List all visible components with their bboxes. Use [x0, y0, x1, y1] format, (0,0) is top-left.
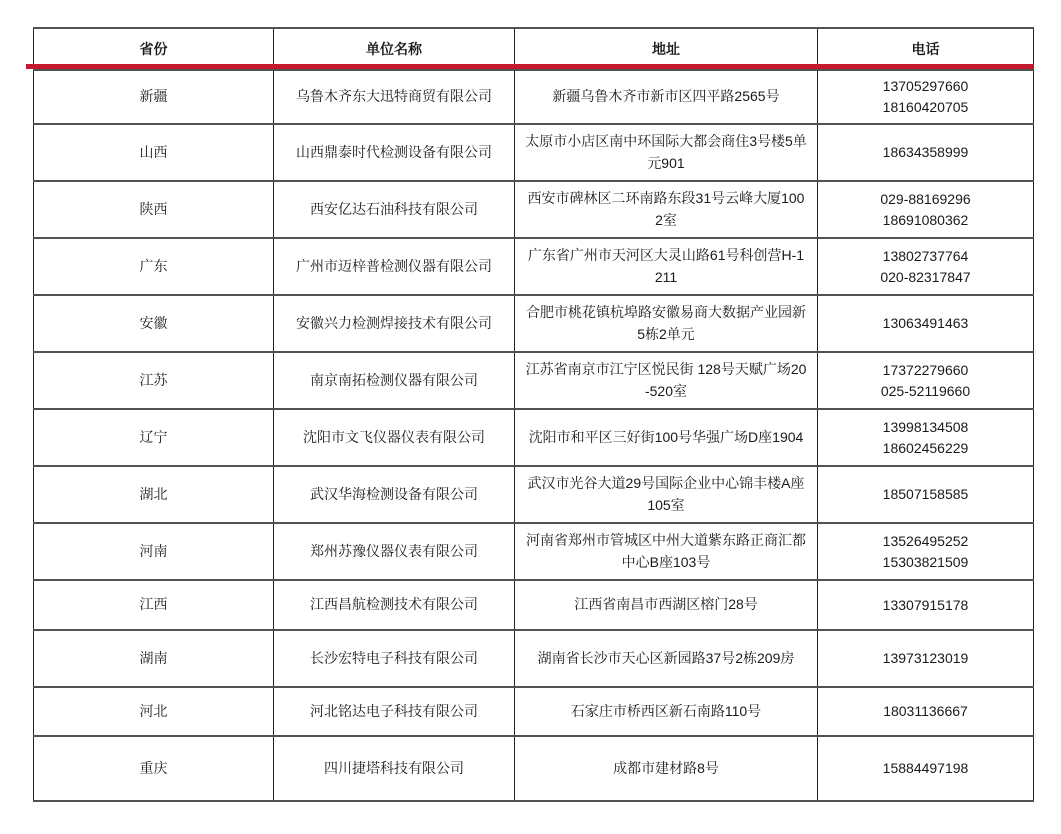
phone-cell	[818, 409, 1034, 466]
phone-number: 13998134508	[882, 418, 969, 435]
address-cell: 西安市碑林区二环南路东段31号云峰大厦1002室	[515, 181, 818, 238]
phone-cell	[818, 630, 1034, 687]
address-cell: 合肥市桃花镇杭埠路安徽易商大数据产业园新5栋2单元	[515, 295, 818, 352]
phone-cell	[818, 181, 1034, 238]
phone-number: 025-52119660	[880, 382, 971, 399]
address-cell: 河南省郑州市管城区中州大道紫东路正商汇都中心B座103号	[515, 523, 818, 580]
company-cell: 南京南拓检测仪器有限公司	[274, 352, 515, 409]
company-cell: 郑州苏豫仪器仪表有限公司	[274, 523, 515, 580]
phone-number: 13802737764	[882, 247, 969, 264]
table-row	[34, 409, 1034, 466]
phone-cell	[818, 295, 1034, 352]
province-cell: 江西	[34, 580, 274, 630]
table-row	[34, 181, 1034, 238]
address-cell: 成都市建材路8号	[515, 736, 818, 801]
phone-cell	[818, 523, 1034, 580]
table-row	[34, 466, 1034, 523]
province-cell: 安徽	[34, 295, 274, 352]
table-row	[34, 523, 1034, 580]
company-cell: 长沙宏特电子科技有限公司	[274, 630, 515, 687]
province-cell: 山西	[34, 124, 274, 181]
table-row	[34, 736, 1034, 801]
province-cell: 河南	[34, 523, 274, 580]
header-phone: 电话	[818, 28, 1034, 70]
table-row	[34, 630, 1034, 687]
province-cell: 新疆	[34, 70, 274, 124]
phone-number: 029-88169296	[880, 190, 971, 207]
province-cell: 辽宁	[34, 409, 274, 466]
phone-cell	[818, 70, 1034, 124]
phone-number: 15884497198	[882, 760, 969, 776]
phone-number: 13526495252	[882, 532, 969, 549]
table-row	[34, 295, 1034, 352]
phone-number: 13063491463	[882, 315, 969, 331]
phone-number: 13705297660	[882, 78, 969, 94]
phone-cell	[818, 124, 1034, 181]
phone-cell	[818, 687, 1034, 736]
table-row	[34, 580, 1034, 630]
phone-cell	[818, 736, 1034, 801]
table-row	[34, 124, 1034, 181]
phone-number: 13973123019	[882, 650, 969, 666]
phone-number: 18507158585	[882, 486, 969, 502]
phone-cell	[818, 352, 1034, 409]
phone-number: 15303821509	[882, 553, 969, 570]
header-red-rule	[26, 64, 1034, 69]
phone-number: 18634358999	[882, 144, 969, 160]
company-cell: 四川捷塔科技有限公司	[274, 736, 515, 801]
company-cell: 武汉华海检测设备有限公司	[274, 466, 515, 523]
province-cell: 广东	[34, 238, 274, 295]
address-cell: 湖南省长沙市天心区新园路37号2栋209房	[515, 630, 818, 687]
phone-cell	[818, 580, 1034, 630]
province-cell: 河北	[34, 687, 274, 736]
address-cell: 石家庄市桥西区新石南路110号	[515, 687, 818, 736]
province-cell: 重庆	[34, 736, 274, 801]
company-cell: 山西鼎泰时代检测设备有限公司	[274, 124, 515, 181]
province-cell: 江苏	[34, 352, 274, 409]
contacts-table	[33, 27, 1033, 802]
phone-number: 18602456229	[882, 439, 969, 456]
table-row	[34, 238, 1034, 295]
table-row	[34, 352, 1034, 409]
header-company: 单位名称	[274, 28, 515, 70]
province-cell: 湖南	[34, 630, 274, 687]
address-cell: 江苏省南京市江宁区悦民街 128号天赋广场20-520室	[515, 352, 818, 409]
phone-number: 020-82317847	[880, 268, 971, 285]
table-row	[34, 70, 1034, 124]
address-cell: 武汉市光谷大道29号国际企业中心锦丰楼A座105室	[515, 466, 818, 523]
address-cell: 新疆乌鲁木齐市新市区四平路2565号	[515, 70, 818, 124]
company-cell: 河北铭达电子科技有限公司	[274, 687, 515, 736]
phone-number: 18031136667	[883, 703, 968, 719]
company-cell: 广州市迈梓普检测仪器有限公司	[274, 238, 515, 295]
phone-number: 18160420705	[882, 99, 969, 115]
address-cell: 广东省广州市天河区大灵山路61号科创营H-1211	[515, 238, 818, 295]
header-address: 地址	[515, 28, 818, 70]
phone-cell	[818, 466, 1034, 523]
address-cell: 江西省南昌市西湖区榕门28号	[515, 580, 818, 630]
province-cell: 陕西	[34, 181, 274, 238]
phone-cell	[818, 238, 1034, 295]
address-cell: 沈阳市和平区三好街100号华强广场D座1904	[515, 409, 818, 466]
table-row	[34, 687, 1034, 736]
phone-number: 13307915178	[882, 596, 969, 613]
company-cell: 西安亿达石油科技有限公司	[274, 181, 515, 238]
company-cell: 江西昌航检测技术有限公司	[274, 580, 515, 630]
province-cell: 湖北	[34, 466, 274, 523]
company-cell: 沈阳市文飞仪器仪表有限公司	[274, 409, 515, 466]
phone-number: 18691080362	[882, 211, 969, 228]
company-cell: 安徽兴力检测焊接技术有限公司	[274, 295, 515, 352]
header-province: 省份	[34, 28, 274, 70]
phone-number: 17372279660	[882, 361, 969, 378]
address-cell: 太原市小店区南中环国际大都会商住3号楼5单元901	[515, 124, 818, 181]
company-cell: 乌鲁木齐东大迅特商贸有限公司	[274, 70, 515, 124]
